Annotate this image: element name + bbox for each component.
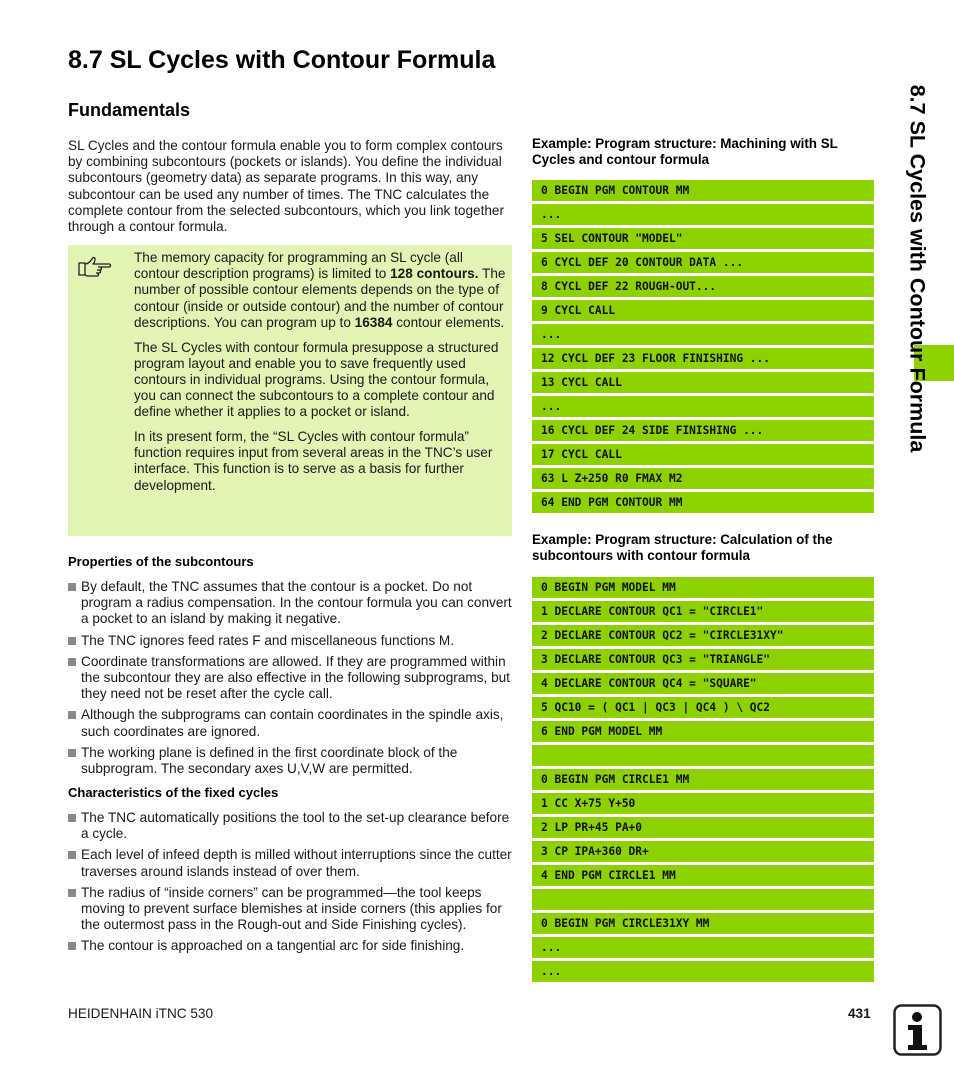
intro-paragraph: SL Cycles and the contour formula enable you to form complex contours by combining subcontours (pockets or islands). You define the individual subcontours (geometry data) as separate programs. In this way, any subcontour can be used any number of times. The TNC calculates the complete contour from the selected subcontours, which you link together through a contour formula.: [68, 138, 504, 235]
code-line: 5 SEL CONTOUR "MODEL": [532, 228, 874, 249]
characteristic-item: The contour is approached on a tangential arc for side finishing.: [68, 938, 514, 954]
contour-limit: 128 contours.: [390, 266, 479, 282]
note-paragraph-2: The SL Cycles with contour formula presuppose a structured program layout and enable you to save frequently used contours in individual programs. Using the contour formula, you can connect the subcontours to a complete contour and define whether it applies to a pocket or island.: [134, 339, 499, 420]
code-line: 1 CC X+75 Y+50: [532, 793, 874, 814]
example2-code: [532, 577, 874, 985]
code-line: [532, 745, 874, 766]
page-number: 431: [848, 1006, 871, 1021]
code-line: ...: [532, 937, 874, 958]
example1-code: [532, 180, 874, 516]
element-limit: 16384: [354, 314, 393, 330]
code-line: 1 DECLARE CONTOUR QC1 = "CIRCLE1": [532, 601, 874, 622]
property-item: Coordinate transformations are allowed. If they are programmed within the subcontour they are also effective in the following subprograms, but they need not be reset after the cycle call.: [68, 654, 514, 703]
section-heading: Fundamentals: [68, 100, 191, 120]
property-item: The TNC ignores feed rates F and miscellaneous functions M.: [68, 633, 514, 649]
property-item: Although the subprograms can contain coordinates in the spindle axis, such coordinates are ignored.: [68, 707, 514, 739]
code-line: 17 CYCL CALL: [532, 444, 874, 465]
code-line: [532, 889, 874, 910]
note-paragraph-3: In its present form, the “SL Cycles with contour formula” function requires input from several areas in the TNC’s user interface. This function is to serve as a basis for further development.: [134, 429, 493, 493]
code-line: 3 CP IPA+360 DR+: [532, 841, 874, 862]
bullet-square-icon: [68, 814, 76, 822]
code-line: 4 DECLARE CONTOUR QC4 = "SQUARE": [532, 673, 874, 694]
code-line: 0 BEGIN PGM MODEL MM: [532, 577, 874, 598]
code-line: ...: [532, 204, 874, 225]
code-line: 9 CYCL CALL: [532, 300, 874, 321]
code-line: 6 CYCL DEF 20 CONTOUR DATA ...: [532, 252, 874, 273]
bullet-square-icon: [68, 889, 76, 897]
code-line: ...: [532, 961, 874, 982]
pointing-hand-icon: [78, 255, 112, 279]
code-line: 5 QC10 = ( QC1 | QC3 | QC4 ) \ QC2: [532, 697, 874, 718]
bullet-square-icon: [68, 658, 76, 666]
note-text: [134, 250, 506, 494]
bullet-square-icon: [68, 711, 76, 719]
bullet-square-icon: [68, 637, 76, 645]
properties-list: [68, 579, 514, 782]
code-line: ...: [532, 396, 874, 417]
example2-caption: Example: Program structure: Calculation of the subcontours with contour formula: [532, 532, 833, 564]
properties-heading: Properties of the subcontours: [68, 554, 254, 569]
code-line: 2 DECLARE CONTOUR QC2 = "CIRCLE31XY": [532, 625, 874, 646]
bullet-square-icon: [68, 942, 76, 950]
code-line: 12 CYCL DEF 23 FLOOR FINISHING ...: [532, 348, 874, 369]
bullet-square-icon: [68, 851, 76, 859]
bullet-square-icon: [68, 749, 76, 757]
code-line: 63 L Z+250 R0 FMAX M2: [532, 468, 874, 489]
characteristic-item: Each level of infeed depth is milled without interruptions since the cutter traverses around islands instead of over them.: [68, 847, 514, 879]
example1-caption: Example: Program structure: Machining with SL Cycles and contour formula: [532, 136, 838, 168]
code-line: 2 LP PR+45 PA+0: [532, 817, 874, 838]
code-line: 6 END PGM MODEL MM: [532, 721, 874, 742]
code-line: 64 END PGM CONTOUR MM: [532, 492, 874, 513]
property-item: By default, the TNC assumes that the contour is a pocket. Do not program a radius compensation. In the contour formula you can convert a pocket to an island by making it negative.: [68, 579, 514, 628]
code-line: 13 CYCL CALL: [532, 372, 874, 393]
code-line: 8 CYCL DEF 22 ROUGH-OUT...: [532, 276, 874, 297]
code-line: 0 BEGIN PGM CIRCLE1 MM: [532, 769, 874, 790]
property-item: The working plane is defined in the first coordinate block of the subprogram. The secondary axes U,V,W are permitted.: [68, 745, 514, 777]
characteristic-item: The TNC automatically positions the tool to the set-up clearance before a cycle.: [68, 810, 514, 842]
code-line: ...: [532, 324, 874, 345]
note-box: [68, 245, 512, 536]
code-line: 3 DECLARE CONTOUR QC3 = "TRIANGLE": [532, 649, 874, 670]
code-line: 0 BEGIN PGM CIRCLE31XY MM: [532, 913, 874, 934]
footer-product: HEIDENHAIN iTNC 530: [68, 1006, 214, 1021]
info-icon: [893, 1004, 942, 1056]
code-line: 4 END PGM CIRCLE1 MM: [532, 865, 874, 886]
page-title: 8.7 SL Cycles with Contour Formula: [68, 46, 496, 74]
characteristic-item: The radius of “inside corners” can be programmed—the tool keeps moving to prevent surface blemishes at inside corners (this applies for the outermost pass in the Rough-out and Side Finishing cycles).: [68, 885, 514, 934]
bullet-square-icon: [68, 583, 76, 591]
characteristics-heading: Characteristics of the fixed cycles: [68, 785, 279, 800]
code-line: 0 BEGIN PGM CONTOUR MM: [532, 180, 874, 201]
characteristics-list: [68, 810, 514, 960]
code-line: 16 CYCL DEF 24 SIDE FINISHING ...: [532, 420, 874, 441]
note-paragraph-1: The memory capacity for programming an SL cycle (all contour description programs) is limited to 128 contours. The number of possible contour elements depends on the type of contour (inside or outside contour) and the number of contour descriptions. You can program up to 16384 contour elements.: [134, 250, 506, 330]
